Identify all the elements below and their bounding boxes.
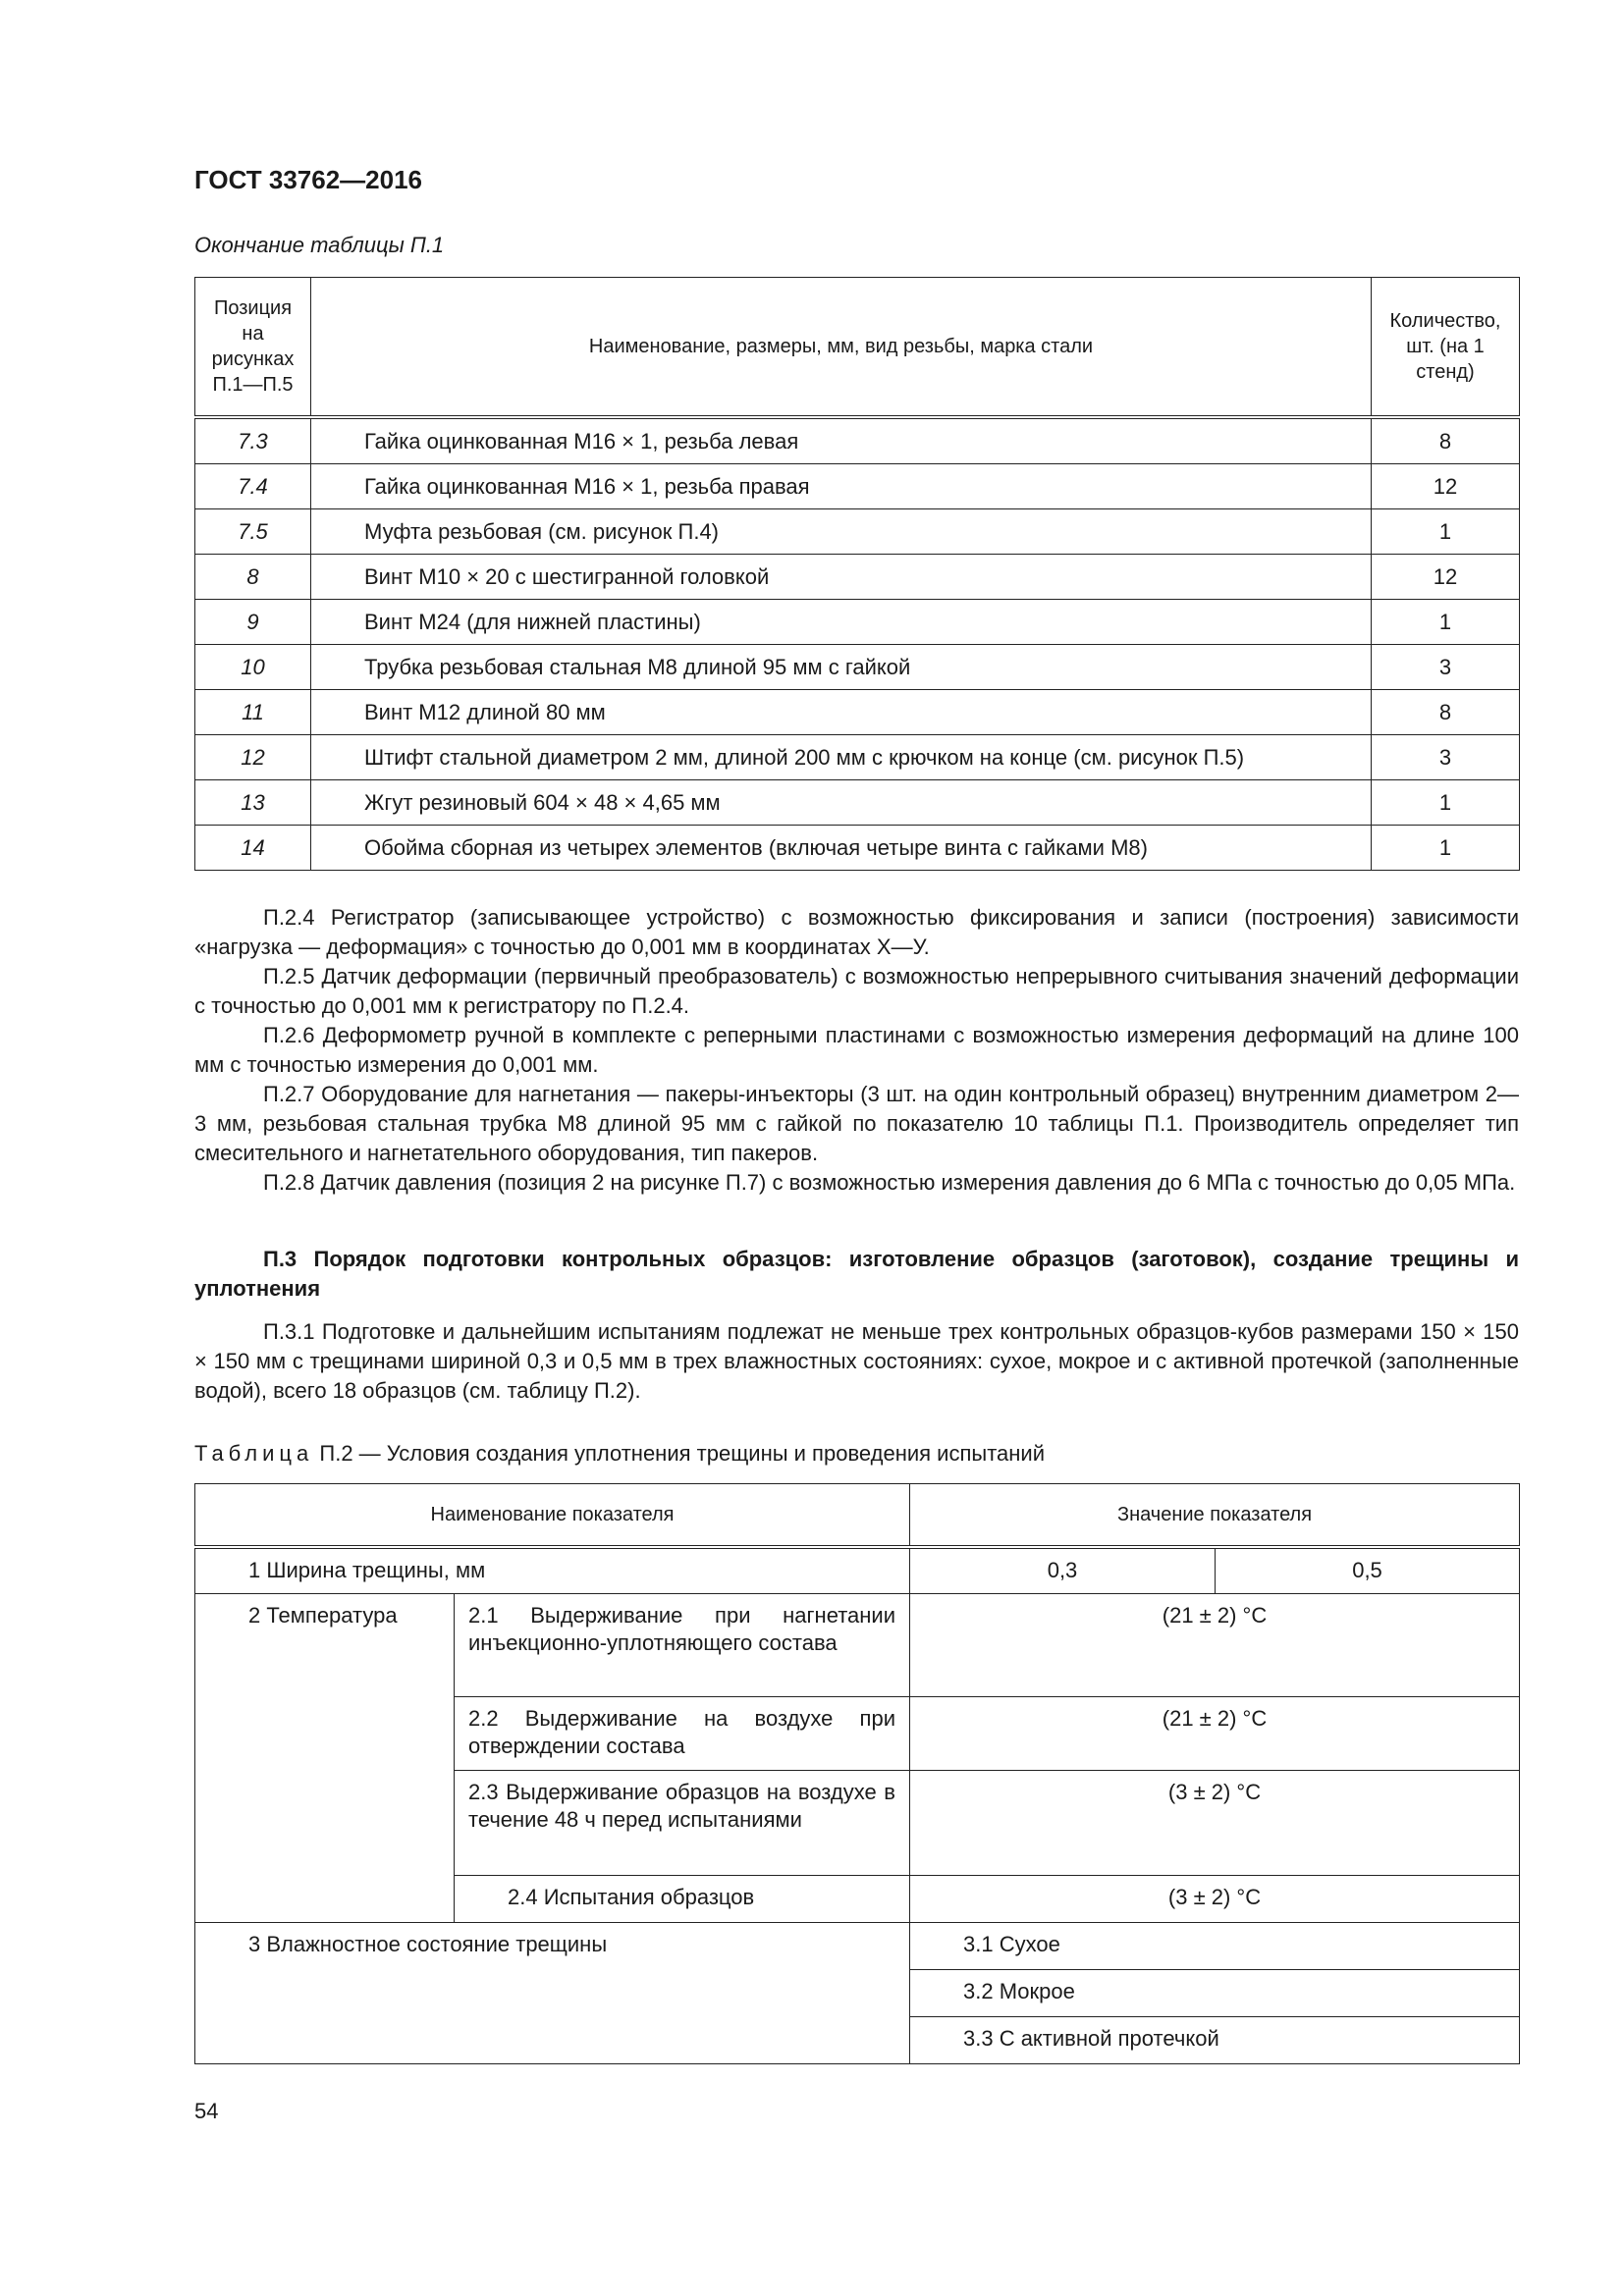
table2-caption-text: П.2 — Условия создания уплотнения трещины и проведения испытаний	[319, 1441, 1045, 1466]
value-cell: 3.3 С активной протечкой	[910, 2016, 1520, 2063]
position-cell: 14	[195, 826, 311, 871]
paragraph-p2-6: П.2.6 Деформометр ручной в комплекте с реперными пластинами с возможностью измерения деформаций на длине 100 мм с точностью измерения до 0,001 мм.	[194, 1023, 1519, 1077]
table-row	[195, 600, 1520, 645]
sub-row-name: 2.4 Испытания образцов	[455, 1875, 910, 1922]
quantity-cell: 3	[1372, 735, 1520, 780]
table1-caption: Окончание таблицы П.1	[194, 233, 445, 257]
position-cell: 12	[195, 735, 311, 780]
paragraph-p2-7: П.2.7 Оборудование для нагнетания — пакеры-инъекторы (3 шт. на один контрольный образец) внутренним диаметром 2—3 мм, резьбовая стальная трубка М8 длиной 95 мм с гайкой по показателю 10 таблицы П.1. Производитель определяет тип смесительного и нагнетательного оборудования, тип пакеров.	[194, 1082, 1519, 1165]
value-cell: 0,5	[1216, 1547, 1520, 1593]
value-cell: 0,3	[910, 1547, 1216, 1593]
table2-caption-label: Таблица	[194, 1441, 314, 1466]
value-cell: (3 ± 2) °С	[910, 1875, 1520, 1922]
table-row	[195, 735, 1520, 780]
table-row	[195, 555, 1520, 600]
value-cell: (21 ± 2) °С	[910, 1593, 1520, 1696]
header-indicator-name: Наименование показателя	[195, 1484, 910, 1548]
quantity-cell: 12	[1372, 555, 1520, 600]
position-cell: 7.4	[195, 464, 311, 509]
quantity-cell: 8	[1372, 417, 1520, 464]
table-row	[195, 464, 1520, 509]
table2-caption	[194, 1441, 1045, 1467]
position-cell: 8	[195, 555, 311, 600]
table-row	[195, 690, 1520, 735]
position-cell: 11	[195, 690, 311, 735]
position-cell: 7.5	[195, 509, 311, 555]
value-cell: 3.2 Мокрое	[910, 1969, 1520, 2016]
quantity-cell: 3	[1372, 645, 1520, 690]
name-cell: Гайка оцинкованная М16 × 1, резьба правая	[311, 464, 1372, 509]
row-name: 1 Ширина трещины, мм	[195, 1547, 910, 1593]
position-cell: 7.3	[195, 417, 311, 464]
table-row	[195, 1922, 1520, 1969]
header-name: Наименование, размеры, мм, вид резьбы, марка стали	[311, 278, 1372, 418]
name-cell: Муфта резьбовая (см. рисунок П.4)	[311, 509, 1372, 555]
quantity-cell: 8	[1372, 690, 1520, 735]
name-cell: Винт М10 × 20 с шестигранной головкой	[311, 555, 1372, 600]
table-row	[195, 780, 1520, 826]
value-cell: 3.1 Сухое	[910, 1922, 1520, 1969]
sub-row-name: 2.3 Выдерживание образцов на воздухе в течение 48 ч перед испытаниями	[455, 1770, 910, 1875]
equipment-paragraphs	[194, 903, 1519, 1198]
table-p2	[194, 1483, 1520, 2064]
sub-row-name: 2.2 Выдерживание на воздухе при отверждении состава	[455, 1696, 910, 1770]
name-cell: Обойма сборная из четырех элементов (включая четыре винта с гайками М8)	[311, 826, 1372, 871]
document-id: ГОСТ 33762—2016	[194, 165, 422, 194]
table-row	[195, 509, 1520, 555]
paragraph-p2-8: П.2.8 Датчик давления (позиция 2 на рисунке П.7) с возможностью измерения давления до 6 МПа с точностью до 0,05 МПа.	[263, 1170, 1516, 1195]
name-cell: Гайка оцинкованная М16 × 1, резьба левая	[311, 417, 1372, 464]
paragraph-p2-4: П.2.4 Регистратор (записывающее устройство) с возможностью фиксирования и записи (построения) зависимости «нагрузка — деформация» с точностью до 0,001 мм в координатах Х—У.	[194, 905, 1519, 959]
section-heading-p3: П.3 Порядок подготовки контрольных образцов: изготовление образцов (заготовок), создание трещины и уплотнения	[194, 1247, 1519, 1301]
value-cell: (21 ± 2) °С	[910, 1696, 1520, 1770]
position-cell: 13	[195, 780, 311, 826]
quantity-cell: 12	[1372, 464, 1520, 509]
position-cell: 10	[195, 645, 311, 690]
page-number: 54	[194, 2099, 219, 2123]
quantity-cell: 1	[1372, 826, 1520, 871]
header-indicator-value: Значение показателя	[910, 1484, 1520, 1548]
table-row	[195, 417, 1520, 464]
name-cell: Трубка резьбовая стальная М8 длиной 95 мм с гайкой	[311, 645, 1372, 690]
name-cell: Винт М24 (для нижней пластины)	[311, 600, 1372, 645]
row-name: 2 Температура	[195, 1593, 455, 1922]
name-cell: Жгут резиновый 604 × 48 × 4,65 мм	[311, 780, 1372, 826]
table-row	[195, 826, 1520, 871]
name-cell: Штифт стальной диаметром 2 мм, длиной 200 мм с крючком на конце (см. рисунок П.5)	[311, 735, 1372, 780]
table-p1	[194, 277, 1520, 871]
table-row	[195, 645, 1520, 690]
name-cell: Винт М12 длиной 80 мм	[311, 690, 1372, 735]
table-row	[195, 1593, 1520, 1696]
paragraph-p2-5: П.2.5 Датчик деформации (первичный преобразователь) с возможностью непрерывного считывания значений деформации с точностью до 0,001 мм к регистратору по П.2.4.	[194, 964, 1519, 1018]
header-quantity: Количество, шт. (на 1 стенд)	[1372, 278, 1520, 418]
position-cell: 9	[195, 600, 311, 645]
value-cell: (3 ± 2) °С	[910, 1770, 1520, 1875]
paragraph-p3-1-wrap	[194, 1317, 1519, 1406]
table-row	[195, 1547, 1520, 1593]
quantity-cell: 1	[1372, 509, 1520, 555]
header-position: Позиция на рисунках П.1—П.5	[195, 278, 311, 418]
sub-row-name: 2.1 Выдерживание при нагнетании инъекционно-уплотняющего состава	[455, 1593, 910, 1696]
paragraph-p3-1: П.3.1 Подготовке и дальнейшим испытаниям подлежат не меньше трех контрольных образцов-кубов размерами 150 × 150 × 150 мм с трещинами шириной 0,3 и 0,5 мм в трех влажностных состояниях: сухое, мокрое и с активной протечкой (заполненные водой), всего 18 образцов (см. таблицу П.2).	[194, 1319, 1519, 1403]
row-name: 3 Влажностное состояние трещины	[195, 1922, 910, 2063]
quantity-cell: 1	[1372, 600, 1520, 645]
quantity-cell: 1	[1372, 780, 1520, 826]
